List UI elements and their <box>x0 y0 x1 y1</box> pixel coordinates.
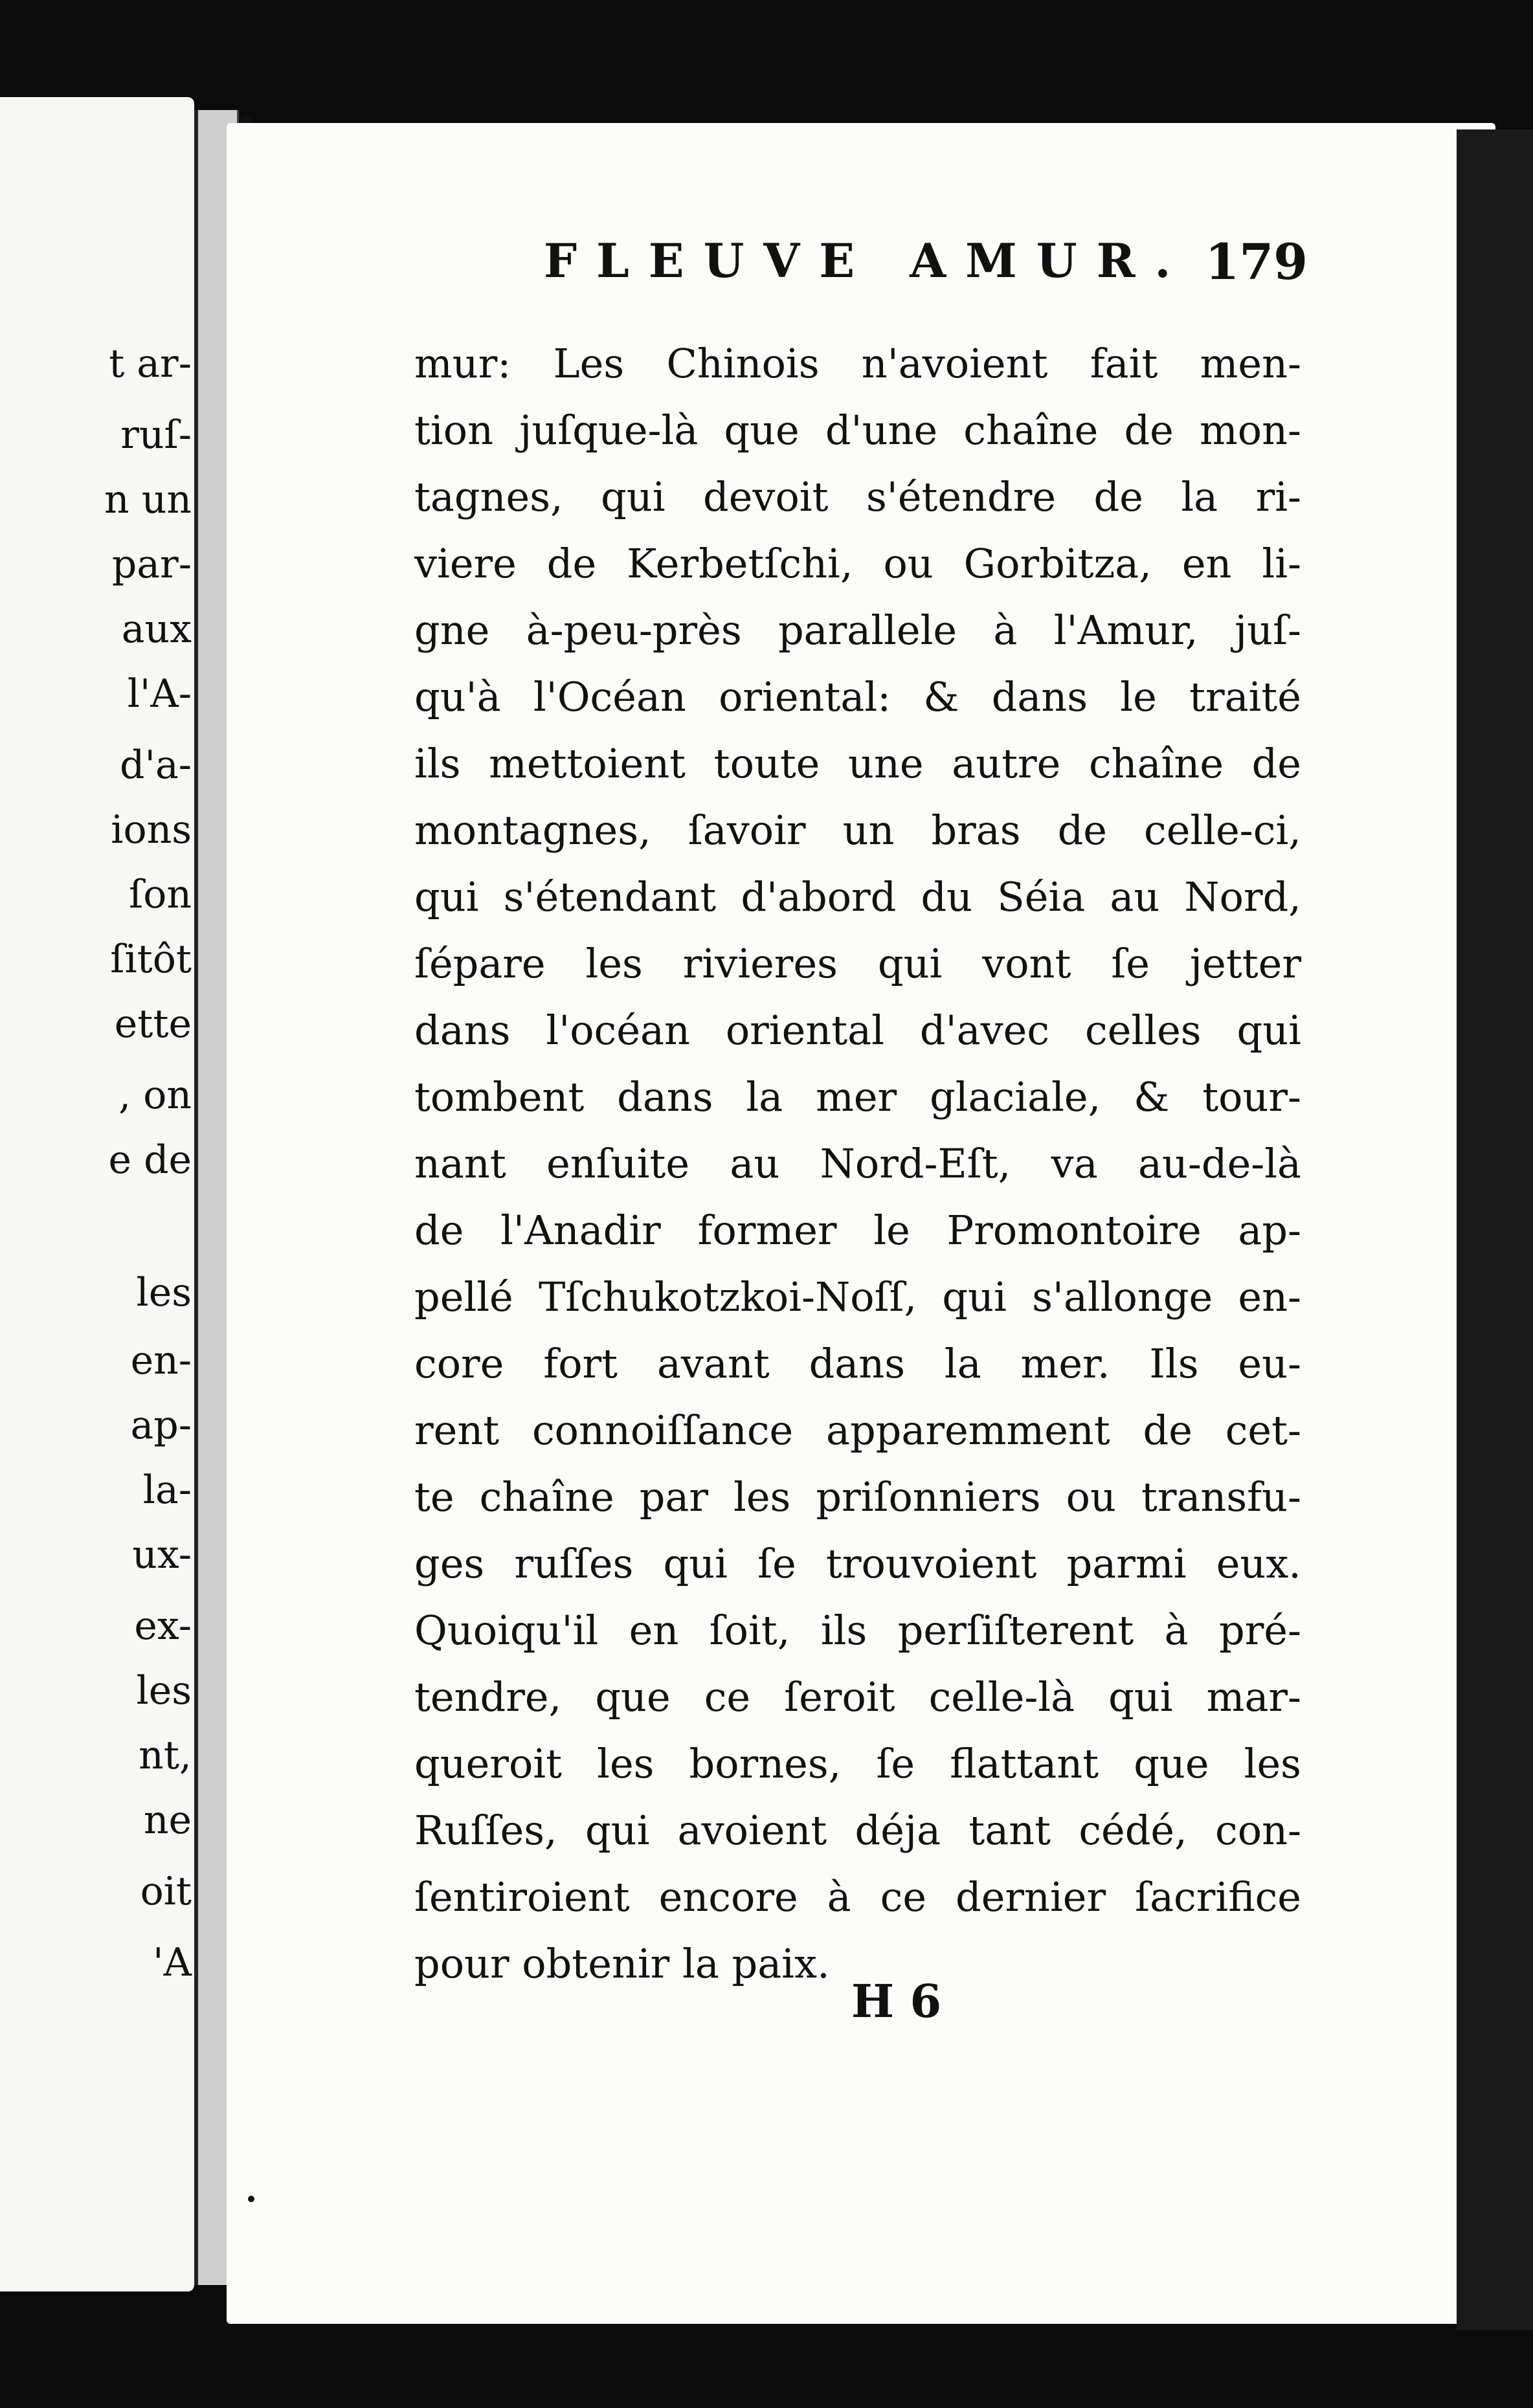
text-line: tendre, que ce ſeroit celle-là qui mar- <box>414 1673 1301 1721</box>
page-edge-shadow <box>1457 129 1533 2330</box>
left-page-line: ne <box>143 1798 192 1843</box>
left-page-line: nt, <box>139 1733 192 1778</box>
text-line: ges ruſſes qui ſe trouvoient parmi eux. <box>414 1540 1301 1587</box>
left-page-line: ap- <box>130 1403 192 1448</box>
left-page-line: aux <box>121 607 192 652</box>
text-line: ſépare les rivieres qui vont ſe jetter <box>414 940 1301 987</box>
left-page-line: l'A- <box>127 671 192 717</box>
text-line: viere de Kerbetſchi, ou Gorbitza, en li- <box>414 540 1301 587</box>
text-line: montagnes, ſavoir un bras de celle-ci, <box>414 807 1301 854</box>
left-page-line: d'a- <box>120 742 192 788</box>
text-line: gne à-peu-près parallele à l'Amur, juſ- <box>414 607 1301 654</box>
left-page-line: ruſ- <box>120 412 192 458</box>
text-line: Ruſſes, qui avoient déja tant cédé, con- <box>414 1807 1301 1854</box>
ink-spot <box>248 2196 254 2202</box>
left-page <box>0 97 194 2291</box>
running-title: FLEUVE AMUR. <box>544 233 1191 288</box>
running-header <box>544 233 1308 311</box>
text-line: qu'à l'Océan oriental: & dans le traité <box>414 673 1301 720</box>
left-page-line: n un <box>104 477 192 522</box>
signature-mark: H 6 <box>851 1974 942 2028</box>
text-line: queroit les bornes, ſe flattant que les <box>414 1740 1301 1787</box>
left-page-line: e de <box>108 1137 192 1183</box>
left-page-line: t ar- <box>109 341 192 386</box>
text-line: ſentiroient encore à ce dernier ſacrifice <box>414 1873 1301 1921</box>
text-line: core fort avant dans la mer. Ils eu- <box>414 1340 1301 1387</box>
left-page-line: ions <box>111 807 192 853</box>
text-line: pour obtenir la paix. <box>414 1940 830 1987</box>
text-line: te chaîne par les priſonniers ou transfu- <box>414 1473 1301 1521</box>
text-line: mur: Les Chinois n'avoient fait men- <box>414 340 1301 387</box>
left-page-line: ſitôt <box>110 937 192 982</box>
left-page-line: ette <box>114 1001 192 1047</box>
left-page-line: les <box>136 1270 192 1315</box>
text-line: pellé Tſchukotzkoi-Noſſ, qui s'allonge en- <box>414 1273 1301 1321</box>
text-line: ils mettoient toute une autre chaîne de <box>414 740 1301 787</box>
text-line: tion juſque-là que d'une chaîne de mon- <box>414 407 1301 454</box>
body-text <box>414 330 1301 1997</box>
text-line: qui s'étendant d'abord du Séia au Nord, <box>414 873 1301 920</box>
text-line: tombent dans la mer glaciale, & tour- <box>414 1073 1301 1120</box>
text-line: tagnes, qui devoit s'étendre de la ri- <box>414 473 1301 520</box>
left-page-line: , on <box>118 1073 192 1118</box>
left-page-line: les <box>136 1668 192 1713</box>
text-line: dans l'océan oriental d'avec celles qui <box>414 1007 1301 1054</box>
left-page-line: ſon <box>129 872 192 917</box>
left-page-line: ex- <box>134 1603 192 1649</box>
left-page-line: par- <box>111 542 192 587</box>
page-number: 179 <box>1205 233 1308 291</box>
left-page-line: 'A <box>153 1940 192 1985</box>
left-page-line: en- <box>130 1338 192 1383</box>
text-line: Quoiqu'il en ſoit, ils perſiſterent à pré- <box>414 1607 1301 1654</box>
text-line: nant enſuite au Nord-Eſt, va au-de-là <box>414 1140 1301 1187</box>
left-page-line: la- <box>142 1467 192 1513</box>
text-line: de l'Anadir former le Promontoire ap- <box>414 1207 1301 1254</box>
left-page-line: oit <box>140 1869 192 1914</box>
left-page-line: ux- <box>132 1532 192 1577</box>
text-line: rent connoiſſance apparemment de cet- <box>414 1407 1301 1454</box>
